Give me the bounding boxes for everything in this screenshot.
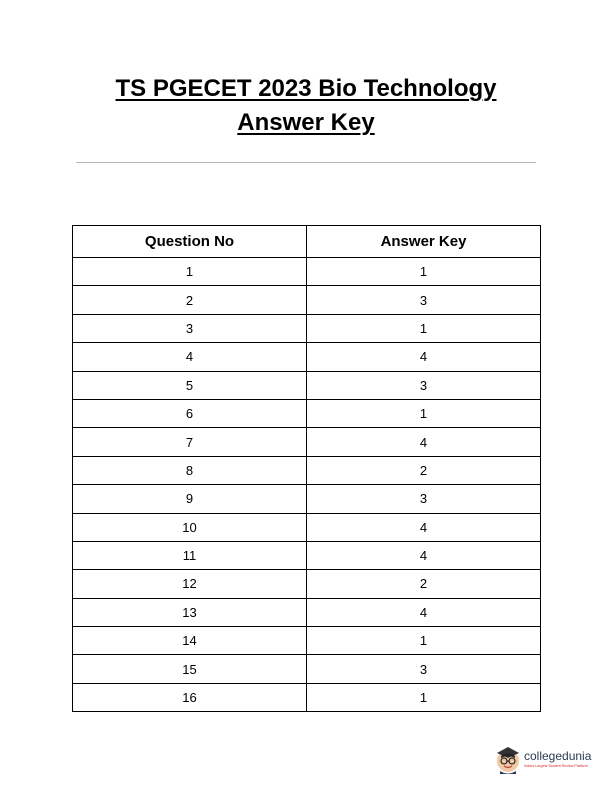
question-number-cell: 2	[73, 286, 307, 314]
table-row	[73, 371, 541, 399]
answer-cell: 3	[307, 286, 541, 314]
question-number-cell: 1	[73, 258, 307, 286]
answer-cell: 2	[307, 570, 541, 598]
page-title: TS PGECET 2023 Bio Technology	[115, 75, 497, 102]
page-subtitle: Answer Key	[237, 109, 375, 136]
table-row	[73, 428, 541, 456]
question-number-cell: 10	[73, 513, 307, 541]
answer-cell: 4	[307, 428, 541, 456]
question-number-cell: 3	[73, 314, 307, 342]
table-row	[73, 314, 541, 342]
table-row	[73, 598, 541, 626]
question-number-cell: 9	[73, 485, 307, 513]
student-mascot-icon	[495, 744, 521, 774]
table-row	[73, 343, 541, 371]
brand-tagline: India's Largest Student Review Platform	[524, 764, 588, 768]
question-number-cell: 6	[73, 399, 307, 427]
answer-cell: 4	[307, 541, 541, 569]
brand-name: collegedunia	[524, 749, 592, 763]
question-number-cell: 12	[73, 570, 307, 598]
table-row	[73, 258, 541, 286]
answer-cell: 4	[307, 343, 541, 371]
table-row	[73, 627, 541, 655]
question-number-cell: 8	[73, 456, 307, 484]
answer-key-table	[72, 225, 541, 712]
answer-cell: 1	[307, 399, 541, 427]
question-number-cell: 15	[73, 655, 307, 683]
column-header-question-no: Question No	[73, 226, 307, 258]
question-number-cell: 4	[73, 343, 307, 371]
table-row	[73, 541, 541, 569]
table-row	[73, 399, 541, 427]
question-number-cell: 5	[73, 371, 307, 399]
table-row	[73, 456, 541, 484]
question-number-cell: 16	[73, 683, 307, 711]
table-row	[73, 513, 541, 541]
answer-cell: 3	[307, 485, 541, 513]
answer-cell: 1	[307, 683, 541, 711]
table-row	[73, 286, 541, 314]
answer-cell: 1	[307, 314, 541, 342]
answer-cell: 2	[307, 456, 541, 484]
answer-cell: 3	[307, 371, 541, 399]
table-header-row	[73, 226, 541, 258]
answer-cell: 4	[307, 598, 541, 626]
answer-cell: 1	[307, 258, 541, 286]
divider	[76, 162, 536, 163]
question-number-cell: 11	[73, 541, 307, 569]
brand-watermark	[495, 744, 607, 776]
table-row	[73, 683, 541, 711]
table-row	[73, 485, 541, 513]
table-row	[73, 655, 541, 683]
table-row	[73, 570, 541, 598]
question-number-cell: 13	[73, 598, 307, 626]
question-number-cell: 14	[73, 627, 307, 655]
column-header-answer-key: Answer Key	[307, 226, 541, 258]
question-number-cell: 7	[73, 428, 307, 456]
answer-cell: 1	[307, 627, 541, 655]
answer-cell: 4	[307, 513, 541, 541]
answer-cell: 3	[307, 655, 541, 683]
